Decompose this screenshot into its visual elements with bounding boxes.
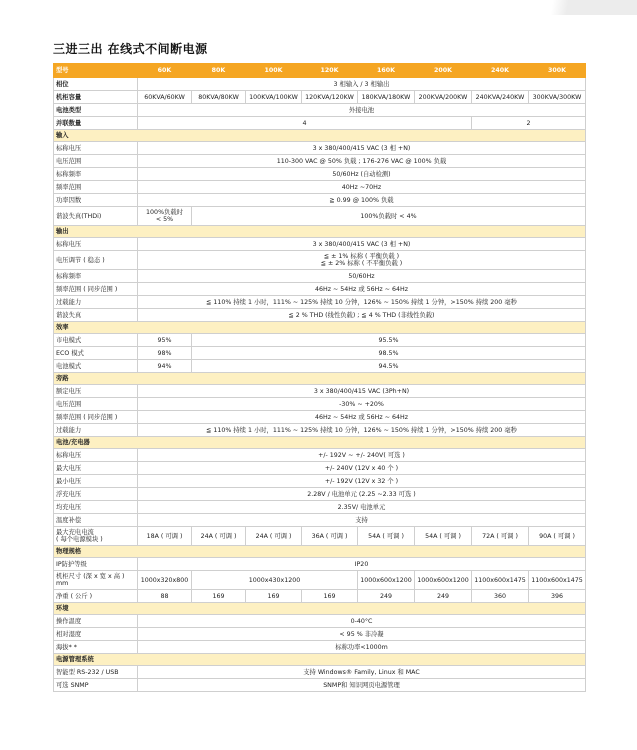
spec-label: 频率范围 xyxy=(54,181,138,194)
section-title: 旁路 xyxy=(54,373,586,385)
spec-value: 110-300 VAC @ 50% 负载 ; 176-276 VAC @ 100% 负载 xyxy=(138,155,586,168)
spec-value: 50/60Hz xyxy=(138,270,586,283)
spec-row xyxy=(54,296,586,309)
spec-value: 外接电池 xyxy=(138,104,586,117)
spec-row xyxy=(54,78,586,91)
spec-label: 电池模式 xyxy=(54,360,138,373)
spec-label: 过载能力 xyxy=(54,424,138,437)
efficiency-row xyxy=(54,360,586,373)
header-model: 80K xyxy=(192,64,246,78)
section-header-row xyxy=(54,603,586,615)
spec-row xyxy=(54,181,586,194)
spec-row xyxy=(54,168,586,181)
spec-value: 1000x430x1200 xyxy=(192,571,358,590)
spec-row xyxy=(54,449,586,462)
section-title: 效率 xyxy=(54,322,586,334)
section-title: 输出 xyxy=(54,226,586,238)
header-model: 160K xyxy=(358,64,415,78)
spec-row xyxy=(54,615,586,628)
regulation-line: ≦ ± 2% 标称 ( 不平衡负载 ) xyxy=(320,260,403,267)
spec-value: 2.35V/ 电池单元 xyxy=(138,501,586,514)
spec-label: 均充电压 xyxy=(54,501,138,514)
spec-label: 温度补偿 xyxy=(54,514,138,527)
spec-row xyxy=(54,666,586,679)
spec-row xyxy=(54,488,586,501)
spec-label: 机柜尺寸 (深 x 宽 x 高 ) mm xyxy=(54,571,138,590)
spec-row xyxy=(54,398,586,411)
spec-value: 40Hz ~70Hz xyxy=(138,181,586,194)
spec-value: 1100x600x1475 xyxy=(529,571,586,590)
spec-value-60k: 95% xyxy=(138,334,192,347)
spec-value: 54A ( 可调 ) xyxy=(415,527,472,546)
spec-row xyxy=(54,142,586,155)
spec-value: < 95 % 非冷凝 xyxy=(138,628,586,641)
corner-decoration xyxy=(482,0,637,15)
spec-label: 最小电压 xyxy=(54,475,138,488)
spec-value: 1000x600x1200 xyxy=(415,571,472,590)
spec-value: 46Hz ~ 54Hz 或 56Hz ~ 64Hz xyxy=(138,283,586,296)
spec-value: 249 xyxy=(358,590,415,603)
spec-value: 396 xyxy=(529,590,586,603)
section-header-row xyxy=(54,437,586,449)
spec-row xyxy=(54,309,586,322)
spec-table xyxy=(53,63,586,692)
spec-value: 169 xyxy=(246,590,302,603)
spec-row xyxy=(54,155,586,168)
spec-value: 1100x600x1475 xyxy=(472,571,529,590)
spec-label: 电压范围 xyxy=(54,398,138,411)
section-title: 物理规格 xyxy=(54,546,586,558)
spec-value-others: 98.5% xyxy=(192,347,586,360)
spec-value: 249 xyxy=(415,590,472,603)
spec-label: 最大充电电流 ( 每个电源模块 ) xyxy=(54,527,138,546)
header-model: 200K xyxy=(415,64,472,78)
efficiency-row xyxy=(54,334,586,347)
spec-value: ≧ 0.99 @ 100% 负载 xyxy=(138,194,586,207)
spec-value: 120KVA/120KW xyxy=(302,91,358,104)
spec-value: 180KVA/180KW xyxy=(358,91,415,104)
spec-value-60k: 98% xyxy=(138,347,192,360)
spec-value: 3 x 380/400/415 VAC (3 相 +N) xyxy=(138,142,586,155)
spec-value-60k: 94% xyxy=(138,360,192,373)
spec-value: 4 xyxy=(138,117,472,130)
spec-label: 操作温度 xyxy=(54,615,138,628)
spec-value: 80KVA/80KW xyxy=(192,91,246,104)
dimensions-row xyxy=(54,571,586,590)
spec-row xyxy=(54,194,586,207)
spec-value: 90A ( 可调 ) xyxy=(529,527,586,546)
spec-row xyxy=(54,641,586,654)
section-header-row xyxy=(54,546,586,558)
header-model: 300K xyxy=(529,64,586,78)
spec-value: 72A ( 可调 ) xyxy=(472,527,529,546)
spec-value: 300KVA/300KW xyxy=(529,91,586,104)
spec-row xyxy=(54,411,586,424)
page-title: 三进三出 在线式不间断电源 xyxy=(53,42,208,56)
section-header-row xyxy=(54,654,586,666)
spec-label: 相对湿度 xyxy=(54,628,138,641)
spec-label: 频率范围 ( 同步范围 ) xyxy=(54,283,138,296)
spec-row xyxy=(54,501,586,514)
battery-type-row xyxy=(54,104,586,117)
spec-row xyxy=(54,514,586,527)
header-model: 100K xyxy=(246,64,302,78)
spec-value: 1000x600x1200 xyxy=(358,571,415,590)
spec-value: 50/60Hz (自动检测) xyxy=(138,168,586,181)
spec-label: 电压调节 ( 稳态 ) xyxy=(54,251,138,270)
spec-value: 36A ( 可调 ) xyxy=(302,527,358,546)
spec-row xyxy=(54,385,586,398)
spec-label: 并联数量 xyxy=(54,117,138,130)
spec-label: 最大电压 xyxy=(54,462,138,475)
spec-value: 3 相输入 / 3 相输出 xyxy=(138,78,586,91)
spec-label: 浮充电压 xyxy=(54,488,138,501)
spec-row xyxy=(54,475,586,488)
spec-value: 360 xyxy=(472,590,529,603)
header-row xyxy=(54,64,586,78)
spec-value: ≦ 2 % THD (线性负载) ; ≦ 4 % THD (非线性负载) xyxy=(138,309,586,322)
spec-label: 市电模式 xyxy=(54,334,138,347)
spec-label: 频率范围 ( 同步范围 ) xyxy=(54,411,138,424)
spec-label: 标称频率 xyxy=(54,270,138,283)
spec-value: 46Hz ~ 54Hz 或 56Hz ~ 64Hz xyxy=(138,411,586,424)
spec-value: 169 xyxy=(192,590,246,603)
spec-row xyxy=(54,628,586,641)
spec-value: 18A ( 可调 ) xyxy=(138,527,192,546)
spec-label: 相位 xyxy=(54,78,138,91)
spec-value: SNMP和 知识网页电源管理 xyxy=(138,679,586,692)
spec-value: 3 x 380/400/415 VAC (3Ph+N) xyxy=(138,385,586,398)
spec-row xyxy=(54,270,586,283)
spec-value-60k: 100%负载时 < 5% xyxy=(138,207,192,226)
spec-value: 169 xyxy=(302,590,358,603)
header-model: 60K xyxy=(138,64,192,78)
header-model: 240K xyxy=(472,64,529,78)
spec-label: 标称电压 xyxy=(54,449,138,462)
spec-value xyxy=(138,251,586,270)
section-header-row xyxy=(54,373,586,385)
spec-value: 支持 xyxy=(138,514,586,527)
thdi-row xyxy=(54,207,586,226)
spec-label: 净重 ( 公斤 ) xyxy=(54,590,138,603)
spec-value: 3 x 380/400/415 VAC (3 相 +N) xyxy=(138,238,586,251)
spec-value: 100KVA/100KW xyxy=(246,91,302,104)
spec-value: 24A ( 可调 ) xyxy=(192,527,246,546)
spec-value: 2.28V / 电池单元 (2.25 ~2.33 可选 ) xyxy=(138,488,586,501)
spec-value: 2 xyxy=(472,117,586,130)
spec-row xyxy=(54,558,586,571)
spec-row xyxy=(54,424,586,437)
parallel-row xyxy=(54,117,586,130)
spec-value: 60KVA/60KW xyxy=(138,91,192,104)
spec-label: 海拔* * xyxy=(54,641,138,654)
spec-value: 24A ( 可调 ) xyxy=(246,527,302,546)
spec-value: 240KVA/240KW xyxy=(472,91,529,104)
spec-label: 电压范围 xyxy=(54,155,138,168)
spec-label: 功率因数 xyxy=(54,194,138,207)
spec-value: +/- 240V (12V x 40 个 ) xyxy=(138,462,586,475)
spec-value: 支持 Windows® Family, Linux 和 MAC xyxy=(138,666,586,679)
header-model: 120K xyxy=(302,64,358,78)
spec-value: -30% ~ +20% xyxy=(138,398,586,411)
spec-label: 谐波失真(THDi) xyxy=(54,207,138,226)
weight-row xyxy=(54,590,586,603)
spec-value: 54A ( 可调 ) xyxy=(358,527,415,546)
spec-value: +/- 192V (12V x 32 个 ) xyxy=(138,475,586,488)
spec-value: 1000x320x800 xyxy=(138,571,192,590)
section-header-row xyxy=(54,226,586,238)
spec-row xyxy=(54,283,586,296)
spec-value: ≦ 110% 持续 1 小时，111% ~ 125% 持续 10 分钟，126% ~ 150% 持续 1 分钟，>150% 持续 200 毫秒 xyxy=(138,424,586,437)
spec-value: +/- 192V ~ +/- 240V( 可选 ) xyxy=(138,449,586,462)
spec-label: ECO 模式 xyxy=(54,347,138,360)
capacity-row xyxy=(54,91,586,104)
header-model-label: 型号 xyxy=(54,64,138,78)
spec-row xyxy=(54,462,586,475)
spec-value: 88 xyxy=(138,590,192,603)
section-header-row xyxy=(54,322,586,334)
section-title: 输入 xyxy=(54,130,586,142)
spec-label: 标称电压 xyxy=(54,238,138,251)
spec-value: 0-40°C xyxy=(138,615,586,628)
section-title: 电池/充电器 xyxy=(54,437,586,449)
spec-label: 额定电压 xyxy=(54,385,138,398)
section-header-row xyxy=(54,130,586,142)
efficiency-row xyxy=(54,347,586,360)
spec-label: 标称电压 xyxy=(54,142,138,155)
spec-value: IP20 xyxy=(138,558,586,571)
section-title: 电源管理系统 xyxy=(54,654,586,666)
regulation-row xyxy=(54,251,586,270)
spec-label: IP防护等级 xyxy=(54,558,138,571)
spec-value-others: 100%负载时 < 4% xyxy=(192,207,586,226)
spec-label: 电池类型 xyxy=(54,104,138,117)
section-title: 环境 xyxy=(54,603,586,615)
charge-current-row xyxy=(54,527,586,546)
spec-value-others: 95.5% xyxy=(192,334,586,347)
regulation-line: ≦ ± 1% 标称 ( 平衡负载 ) xyxy=(323,253,400,260)
spec-label: 机柜容量 xyxy=(54,91,138,104)
spec-label: 标称频率 xyxy=(54,168,138,181)
spec-label: 谐波失真 xyxy=(54,309,138,322)
spec-label: 过载能力 xyxy=(54,296,138,309)
spec-value: ≦ 110% 持续 1 小时，111% ~ 125% 持续 10 分钟，126% ~ 150% 持续 1 分钟，>150% 持续 200 毫秒 xyxy=(138,296,586,309)
spec-value: 200KVA/200KW xyxy=(415,91,472,104)
spec-label: 可选 SNMP xyxy=(54,679,138,692)
spec-row xyxy=(54,679,586,692)
spec-label: 智能型 RS-232 / USB xyxy=(54,666,138,679)
spec-value: 标称功率<1000m xyxy=(138,641,586,654)
spec-value-others: 94.5% xyxy=(192,360,586,373)
spec-row xyxy=(54,238,586,251)
